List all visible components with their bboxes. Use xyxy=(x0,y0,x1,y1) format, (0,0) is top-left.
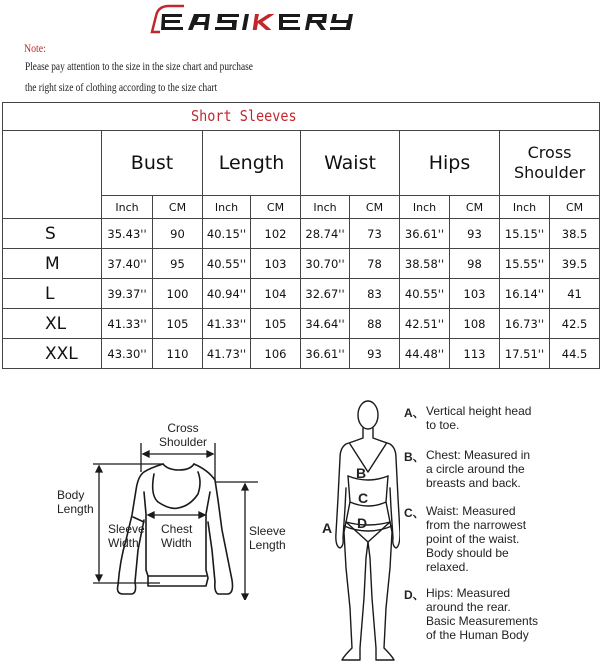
size-value-cell: 41.33'' xyxy=(102,309,153,339)
size-value-cell: 40.15'' xyxy=(203,219,251,249)
size-value-cell: 17.51'' xyxy=(500,339,550,369)
header-cross-label: Cross xyxy=(527,143,572,162)
body-measurement-figure xyxy=(330,398,400,666)
size-value-cell: 39.37'' xyxy=(102,279,153,309)
header-waist-label: Waist xyxy=(324,151,376,174)
size-value-cell: 78 xyxy=(350,249,400,279)
legend-key: C、 xyxy=(404,506,425,520)
table-row xyxy=(3,249,600,279)
note-label: Note: xyxy=(24,41,46,55)
marker-b: B xyxy=(356,465,367,481)
size-value-cell: 105 xyxy=(251,309,301,339)
size-value-cell: 44.5 xyxy=(550,339,600,369)
note-line-1: Please pay attention to the size in the size chart and purchase xyxy=(25,59,253,73)
unit-cm: CM xyxy=(251,196,301,219)
label-length: Length xyxy=(249,538,286,552)
size-value-cell: 16.14'' xyxy=(500,279,550,309)
marker-a: A xyxy=(322,520,333,536)
header-shoulder-label: Shoulder xyxy=(513,163,586,182)
size-value-cell: 95 xyxy=(153,249,203,279)
size-value-cell: 110 xyxy=(153,339,203,369)
size-value-cell: 88 xyxy=(350,309,400,339)
size-value-cell: 32.67'' xyxy=(301,279,350,309)
unit-cm: CM xyxy=(550,196,600,219)
size-chart-table xyxy=(2,102,600,369)
legend-line: Basic Measurements xyxy=(426,614,539,628)
label-sleeve: Sleeve xyxy=(108,522,145,536)
size-value-cell: 108 xyxy=(450,309,500,339)
size-value-cell: 43.30'' xyxy=(102,339,153,369)
header-bust xyxy=(102,131,203,196)
size-value-cell: 73 xyxy=(350,219,400,249)
size-value-cell: 93 xyxy=(450,219,500,249)
label-width: Width xyxy=(108,536,139,550)
size-value-cell: 39.5 xyxy=(550,249,600,279)
size-value-cell: 44.48'' xyxy=(400,339,450,369)
size-value-cell: 36.61'' xyxy=(301,339,350,369)
label-chest: Chest xyxy=(161,522,193,536)
legend-line: Hips: Measured xyxy=(426,586,511,600)
size-label: XL xyxy=(3,309,102,339)
header-bust-label: Bust xyxy=(130,151,174,174)
header-cross-shoulder xyxy=(500,131,600,196)
table-row xyxy=(3,219,600,249)
unit-cm: CM xyxy=(450,196,500,219)
size-value-cell: 113 xyxy=(450,339,500,369)
size-value-cell: 34.64'' xyxy=(301,309,350,339)
label-cross: Cross xyxy=(167,421,199,435)
size-value-cell: 40.55'' xyxy=(203,249,251,279)
label-sleeve-length xyxy=(249,524,286,552)
legend-line: Chest: Measured in xyxy=(426,448,531,462)
unit-cm: CM xyxy=(350,196,400,219)
label-shoulder: Shoulder xyxy=(158,435,208,449)
size-value-cell: 100 xyxy=(153,279,203,309)
size-value-cell: 42.51'' xyxy=(400,309,450,339)
size-value-cell: 103 xyxy=(450,279,500,309)
size-value-cell: 38.58'' xyxy=(400,249,450,279)
header-waist xyxy=(301,131,400,196)
table-row xyxy=(3,279,600,309)
header-hips xyxy=(400,131,500,196)
legend-line: point of the waist. xyxy=(426,532,520,546)
size-label: XXL xyxy=(3,339,102,369)
size-value-cell: 40.94'' xyxy=(203,279,251,309)
legend-text xyxy=(426,586,596,642)
size-label: S xyxy=(3,219,102,249)
label-width: Width xyxy=(161,536,192,550)
size-value-cell: 104 xyxy=(251,279,301,309)
table-row xyxy=(3,339,600,369)
size-label: L xyxy=(3,279,102,309)
size-value-cell: 15.15'' xyxy=(500,219,550,249)
legend-line: of the Human Body xyxy=(426,628,529,642)
unit-inch: Inch xyxy=(203,196,251,219)
legend-line: Vertical height head xyxy=(426,404,532,418)
note-line-2: the right size of clothing according to the size chart xyxy=(25,80,218,94)
size-value-cell: 41.33'' xyxy=(203,309,251,339)
size-value-cell: 98 xyxy=(450,249,500,279)
size-value-cell: 36.61'' xyxy=(400,219,450,249)
legend-key: A、 xyxy=(404,406,425,420)
label-sleeve-width xyxy=(108,522,145,550)
size-rows xyxy=(3,219,600,369)
size-value-cell: 41 xyxy=(550,279,600,309)
marker-d: D xyxy=(357,515,368,531)
legend-line: around the rear. xyxy=(426,600,511,614)
legend-text xyxy=(426,404,596,432)
size-value-cell: 16.73'' xyxy=(500,309,550,339)
legend-line: Waist: Measured xyxy=(426,504,516,518)
table-row xyxy=(3,309,600,339)
size-value-cell: 93 xyxy=(350,339,400,369)
size-value-cell: 102 xyxy=(251,219,301,249)
unit-inch: Inch xyxy=(400,196,450,219)
size-value-cell: 42.5 xyxy=(550,309,600,339)
header-hips-label: Hips xyxy=(428,151,471,174)
size-value-cell: 28.74'' xyxy=(301,219,350,249)
size-value-cell: 37.40'' xyxy=(102,249,153,279)
header-length xyxy=(203,131,301,196)
label-chest-width xyxy=(161,522,192,550)
legend-line: from the narrowest xyxy=(426,518,527,532)
legend-text xyxy=(426,504,596,574)
legend-text xyxy=(426,448,596,490)
table-title: Short Sleeves xyxy=(191,107,297,125)
size-value-cell: 106 xyxy=(251,339,301,369)
label-body: Body xyxy=(57,488,85,502)
marker-c: C xyxy=(358,490,369,506)
size-value-cell: 38.5 xyxy=(550,219,600,249)
size-value-cell: 83 xyxy=(350,279,400,309)
label-sleeve: Sleeve xyxy=(249,524,286,538)
table-header-row xyxy=(3,131,600,196)
legend-line: to toe. xyxy=(426,418,460,432)
label-length: Length xyxy=(57,502,94,516)
unit-inch: Inch xyxy=(102,196,153,219)
size-label: M xyxy=(3,249,102,279)
legend-line: breasts and back. xyxy=(426,476,521,490)
size-value-cell: 15.55'' xyxy=(500,249,550,279)
size-value-cell: 30.70'' xyxy=(301,249,350,279)
unit-cm: CM xyxy=(153,196,203,219)
table-title-row xyxy=(3,103,600,131)
brand-logo xyxy=(148,2,448,36)
header-length-label: Length xyxy=(218,151,285,174)
size-value-cell: 105 xyxy=(153,309,203,339)
size-value-cell: 90 xyxy=(153,219,203,249)
label-cross-shoulder xyxy=(157,421,209,449)
size-value-cell: 41.73'' xyxy=(203,339,251,369)
legend-line: a circle around the xyxy=(426,462,525,476)
label-body-length xyxy=(57,488,94,516)
size-value-cell: 35.43'' xyxy=(102,219,153,249)
unit-inch: Inch xyxy=(500,196,550,219)
legend-key: B、 xyxy=(404,450,425,464)
size-value-cell: 103 xyxy=(251,249,301,279)
size-value-cell: 40.55'' xyxy=(400,279,450,309)
legend-line: relaxed. xyxy=(426,560,469,574)
legend-line: Body should be xyxy=(426,546,509,560)
size-header-blank xyxy=(3,131,102,219)
table-title-cell xyxy=(3,103,600,131)
unit-inch: Inch xyxy=(301,196,350,219)
legend-key: D、 xyxy=(404,588,425,602)
